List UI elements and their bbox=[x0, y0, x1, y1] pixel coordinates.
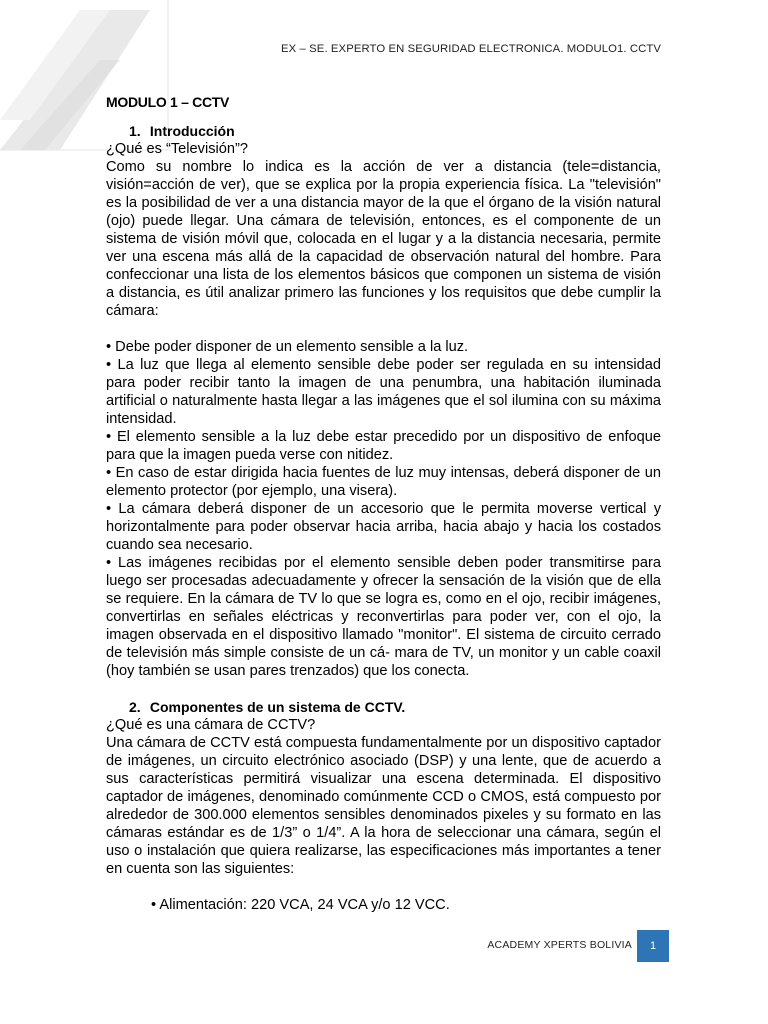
bullet-item: • La cámara deberá disponer de un accesorio que le permita moverse vertical y horizontalmente para poder observar hacia arriba, hacia abajo y hacia los costados cuando sea necesario. bbox=[106, 501, 661, 553]
running-header: EX – SE. EXPERTO EN SEGURIDAD ELECTRONICA. MODULO1. CCTV bbox=[281, 43, 661, 55]
section-question: ¿Qué es “Televisión”? bbox=[106, 141, 248, 157]
paragraph: Una cámara de CCTV está compuesta fundamentalmente por un dispositivo captador de imágenes, un circuito electrónico asociado (DSP) y una lente, que de acuerdo a sus características permitirá visualizar una escena determinada. El dispositivo captador de imágenes, denominado comúnmente CCD o CMOS, está compuesto por alrededor de 300.000 elementos sensibles denominados pixeles y su formato en las cámaras estándar es de 1/3” o 1/4”. A la hora de seleccionar una cámara, según el uso o instalación que quiera realizarse, las especificaciones más importantes a tener en cuenta son las siguientes: bbox=[106, 735, 661, 877]
section-question: ¿Qué es una cámara de CCTV? bbox=[106, 717, 316, 733]
document-body bbox=[106, 92, 661, 914]
page-number-badge: 1 bbox=[637, 930, 669, 962]
module-title: MODULO 1 – CCTV bbox=[106, 94, 230, 110]
spacer bbox=[106, 878, 661, 896]
section-heading-componentes bbox=[129, 698, 661, 716]
bullet-item: • En caso de estar dirigida hacia fuentes de luz muy intensas, deberá disponer de un elemento protector (por ejemplo, una visera). bbox=[106, 465, 661, 499]
bullet-item: • Debe poder disponer de un elemento sensible a la luz. bbox=[106, 339, 469, 355]
section-heading-introduccion bbox=[129, 122, 661, 140]
bullet-item: • Alimentación: 220 VCA, 24 VCA y/o 12 VCC. bbox=[151, 897, 450, 913]
bullet-item: • El elemento sensible a la luz debe estar precedido por un dispositivo de enfoque para que la imagen pueda verse con nitidez. bbox=[106, 429, 661, 463]
paragraph: Como su nombre lo indica es la acción de ver a distancia (tele=distancia, visión=acción de ver), que se explica por la propia experiencia física. La "televisión" es la posibilidad de ver a una distancia mayor de la que el órgano de la visión natural (ojo) puede llegar. Una cámara de televisión, entonces, es el componente de un sistema de visión móvil que, colocada en el lugar y a la distancia necesaria, permite ver una escena más allá de la capacidad de observación natural del hombre. Para confeccionar una lista de los elementos básicos que componen un sistema de visión a distancia, es útil analizar primero las funciones y los requisitos que debe cumplir la cámara: bbox=[106, 159, 661, 319]
spacer bbox=[106, 320, 661, 338]
section-number: 1. bbox=[129, 123, 141, 139]
bullet-item: • Las imágenes recibidas por el elemento sensible deben poder transmitirse para luego ser procesadas adecuadamente y ofrecer la sensación de la visión que de ella se requiere. En la cámara de TV lo que se logra es, como en el ojo, recibir imágenes, convertirlas en señales eléctricas y reconvertirlas para poder ver, con el ojo, la imagen observada en el dispositivo llamado "monitor". El sistema de circuito cerrado de televisión más simple consiste de un cá- mara de TV, un monitor y un cable coaxil (hoy también se usan pares trenzados) que los conecta. bbox=[106, 555, 661, 679]
page-footer bbox=[430, 930, 669, 962]
footer-label: ACADEMY XPERTS BOLIVIA bbox=[487, 939, 632, 951]
spacer bbox=[106, 680, 661, 698]
bullet-item: • La luz que llega al elemento sensible debe poder ser regulada en su intensidad para poder recibir tanto la imagen de una penumbra, una habitación iluminada artificial o naturalmente hasta llegar a las imágenes que el sol ilumina con su máxima intensidad. bbox=[106, 357, 661, 427]
section-number: 2. bbox=[129, 699, 141, 715]
section-title: Componentes de un sistema de CCTV. bbox=[149, 699, 406, 715]
section-title: Introducción bbox=[149, 123, 235, 139]
